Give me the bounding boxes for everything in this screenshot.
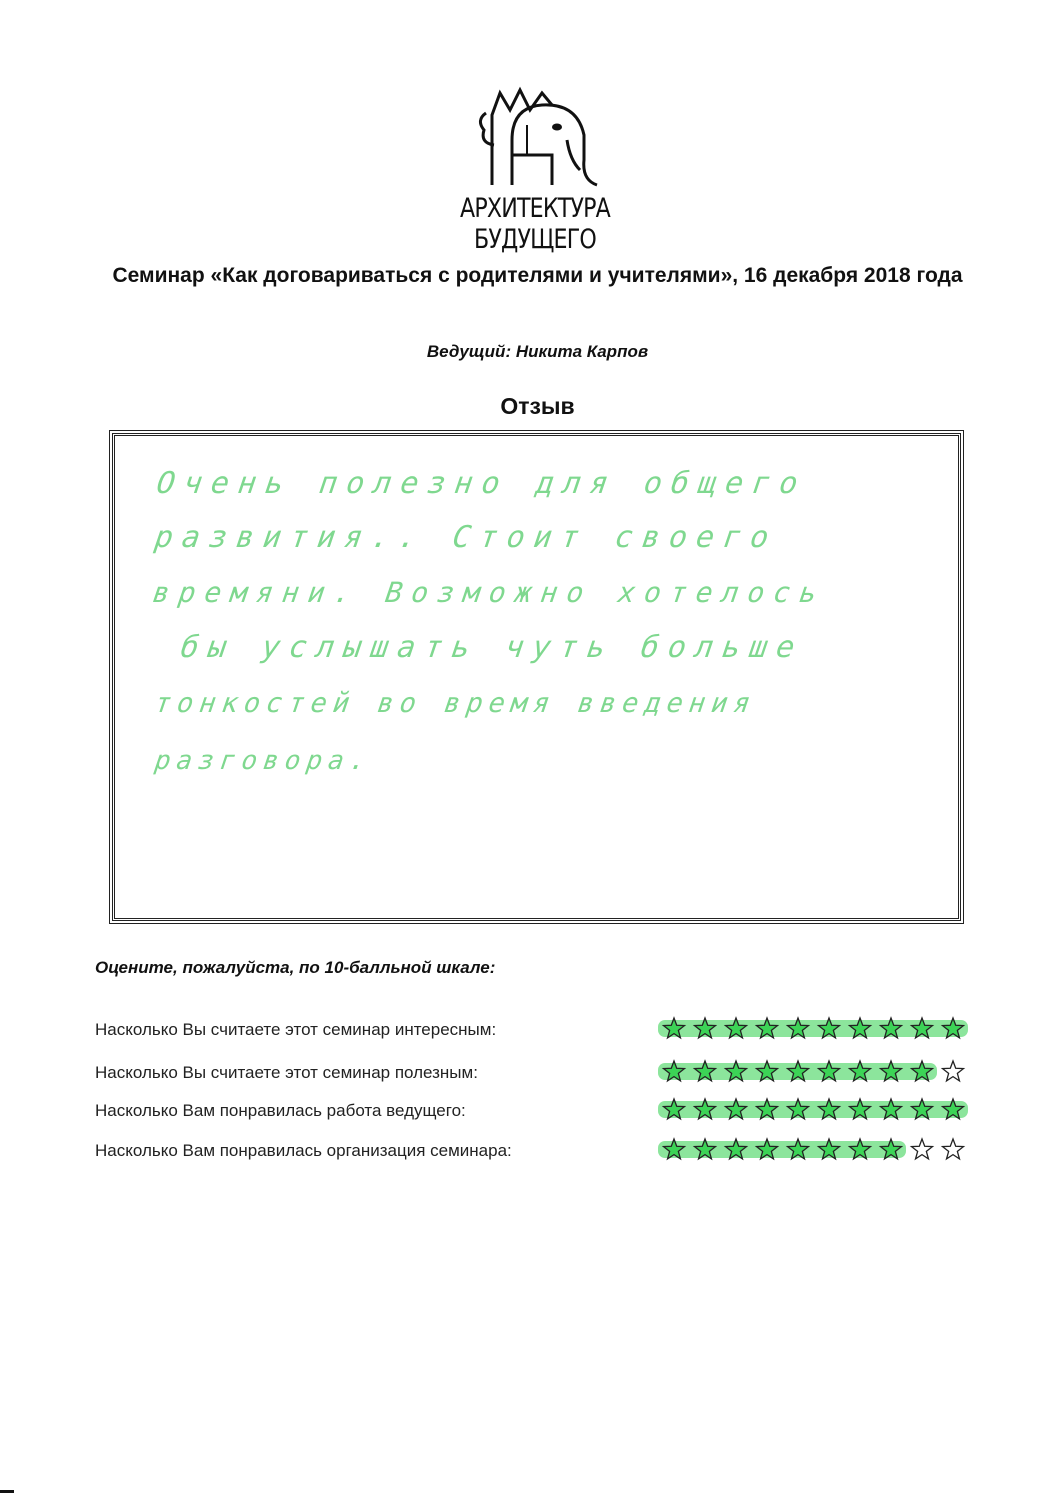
review-line: времяни. Возможно хотелось — [150, 576, 828, 609]
elephant-house-logo-icon — [472, 85, 612, 190]
rating-question-label: Насколько Вам понравилась работа ведущего: — [95, 1101, 466, 1120]
host-name: Ведущий: Никита Карпов — [426, 342, 649, 361]
scan-mark — [0, 1490, 14, 1493]
rating-heading: Оцените, пожалуйста, по 10-балльной шкале: — [95, 958, 496, 977]
review-heading: Отзыв — [500, 393, 575, 419]
review-line: Очень полезно для общего — [154, 466, 809, 501]
rating-question-label: Насколько Вы считаете этот семинар полезным: — [95, 1063, 478, 1082]
review-line: бы услышать чуть больше — [178, 630, 806, 665]
rating-question-label: Насколько Вы считаете этот семинар интересным: — [95, 1020, 497, 1039]
review-line: разговора. — [152, 746, 374, 776]
review-text-box[interactable] — [112, 433, 961, 921]
page-title: Семинар «Как договариваться с родителями и учителями», 16 декабря 2018 года — [112, 264, 963, 287]
star-rating-row[interactable] — [658, 1135, 978, 1165]
star-rating-svg — [658, 1095, 972, 1125]
star-rating-svg — [658, 1057, 972, 1087]
star-rating-svg — [658, 1014, 972, 1044]
star-empty-icon[interactable] — [912, 1139, 933, 1159]
star-rating-row[interactable] — [658, 1095, 978, 1125]
rating-question-label: Насколько Вам понравилась организация семинара: — [95, 1141, 512, 1160]
organization-logo — [380, 85, 690, 255]
star-empty-icon[interactable] — [943, 1061, 964, 1081]
star-rating-row[interactable] — [658, 1014, 978, 1044]
rating-highlight-mark — [658, 1141, 906, 1158]
review-line: развития.. Стоит своего — [152, 520, 780, 555]
star-rating-svg — [658, 1135, 972, 1165]
star-rating-row[interactable] — [658, 1057, 978, 1087]
star-empty-icon[interactable] — [943, 1139, 964, 1159]
review-line: тонкостей во время введения — [152, 688, 759, 719]
logo-text: АРХИТЕКТУРА БУДУЩЕГО — [460, 193, 610, 255]
